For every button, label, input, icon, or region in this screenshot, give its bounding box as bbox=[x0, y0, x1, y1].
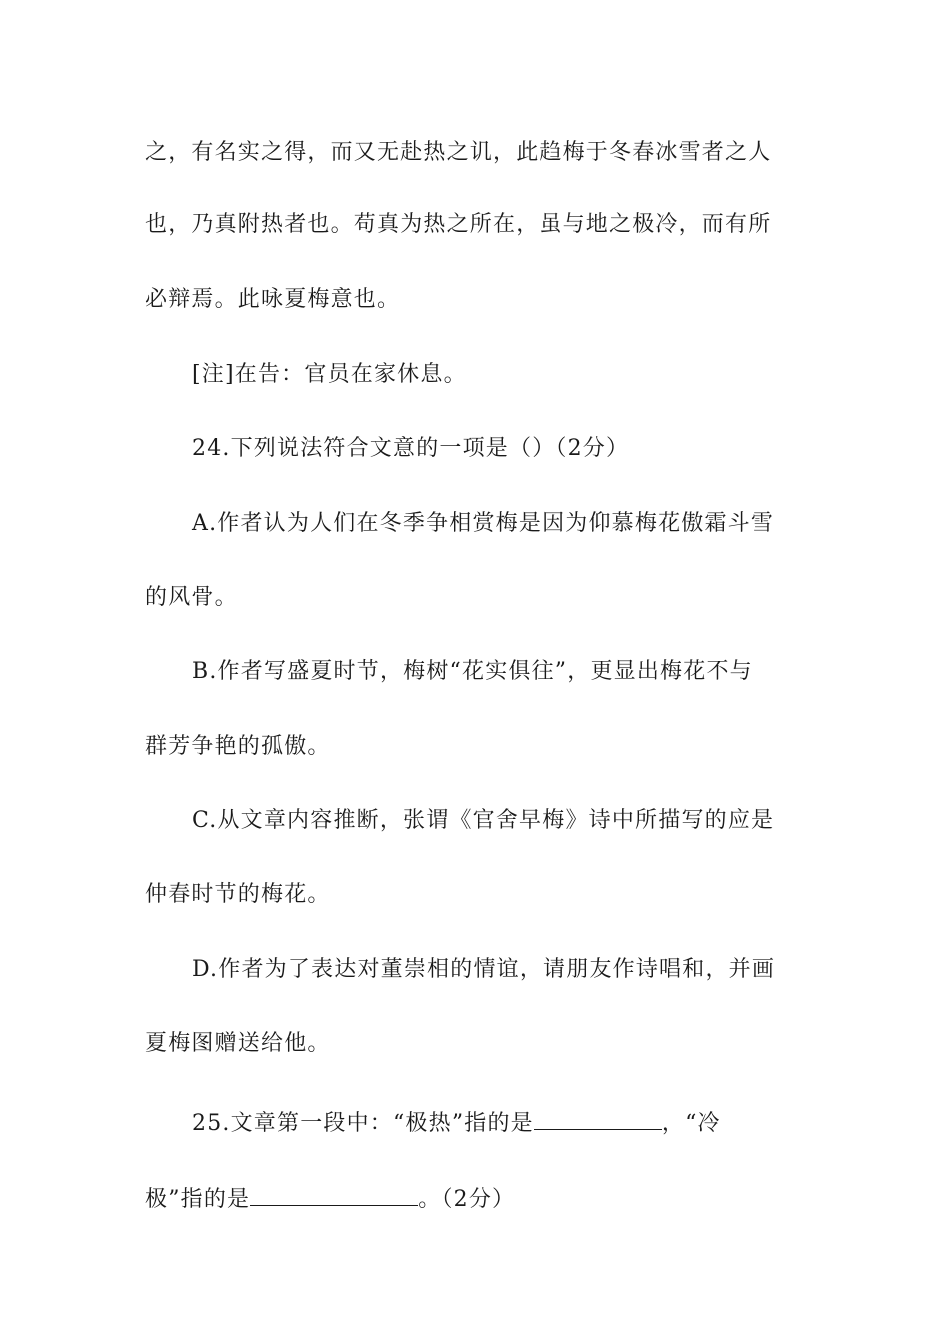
question-24-option-a-line-1: A.作者认为人们在冬季争相赏梅是因为仰慕梅花傲霜斗雪 bbox=[192, 511, 775, 536]
question-24-option-b-line-1: B.作者写盛夏时节，梅树“花实俱往”，更显出梅花不与 bbox=[192, 659, 753, 684]
answer-blank-1[interactable] bbox=[534, 1107, 662, 1130]
question-25-stem: 25.文章第一段中：“极热”指的是 bbox=[192, 1111, 534, 1136]
question-25-stem-second-line: 极”指的是 bbox=[145, 1187, 251, 1212]
question-24-option-a-line-2: 的风骨。 bbox=[145, 585, 238, 610]
question-24-stem: 24.下列说法符合文意的一项是（）（2分） bbox=[192, 436, 630, 461]
passage-line-3: 必辩焉。此咏夏梅意也。 bbox=[145, 287, 401, 312]
question-25-line-2 bbox=[145, 1183, 805, 1215]
question-24-option-d-line-2: 夏梅图赠送给他。 bbox=[145, 1031, 331, 1056]
answer-blank-2[interactable] bbox=[250, 1183, 418, 1206]
passage-line-1: 之，有名实之得，而又无赴热之讥，此趋梅于冬春冰雪者之人 bbox=[145, 140, 772, 165]
annotation-note: [注]在告：官员在家休息。 bbox=[192, 362, 467, 387]
question-24-option-b-line-2: 群芳争艳的孤傲。 bbox=[145, 734, 331, 759]
question-24-option-d-line-1: D.作者为了表达对董崇相的情谊，请朋友作诗唱和，并画 bbox=[192, 957, 776, 982]
passage-line-2: 也，乃真附热者也。苟真为热之所在，虽与地之极冷，而有所 bbox=[145, 212, 772, 237]
question-25-stem-continued: ，“冷 bbox=[661, 1111, 721, 1136]
question-24-option-c-line-2: 仲春时节的梅花。 bbox=[145, 882, 331, 907]
question-25-line-1 bbox=[192, 1107, 852, 1139]
question-25-score: 。（2分） bbox=[418, 1187, 516, 1212]
question-24-option-c-line-1: C.从文章内容推断，张谓《官舍早梅》诗中所描写的应是 bbox=[192, 808, 775, 833]
